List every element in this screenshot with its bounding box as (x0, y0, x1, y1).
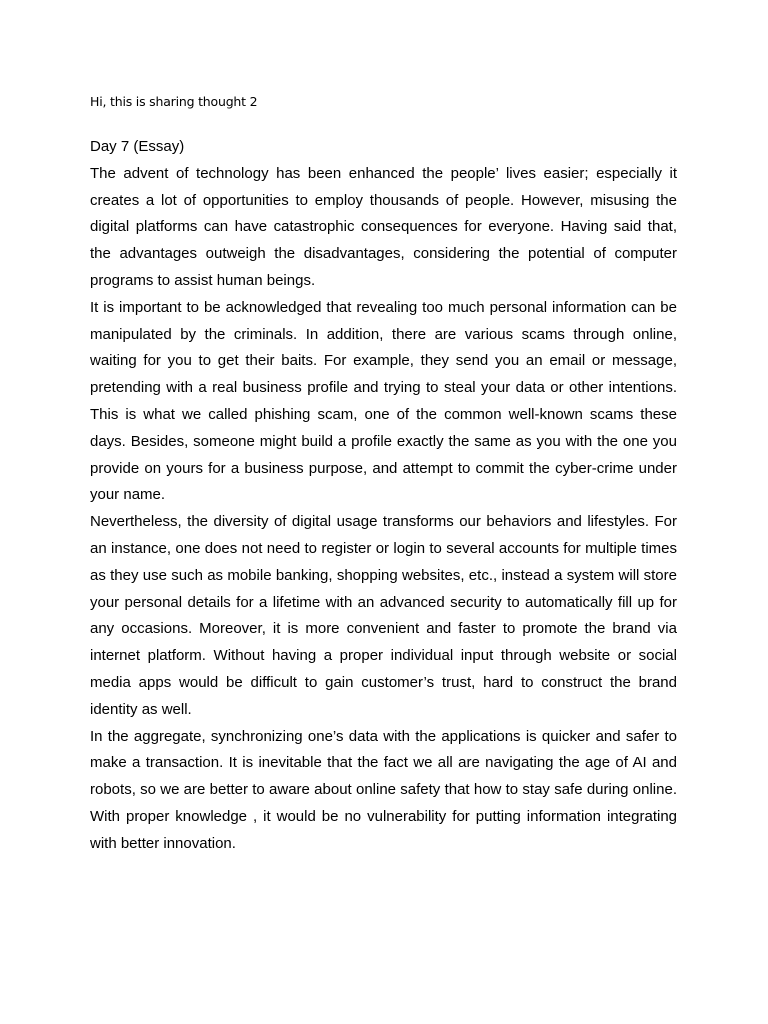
essay-paragraph-3: Nevertheless, the diversity of digital usage transforms our behaviors and lifestyles. For an instance, one does not need to register or login to several accounts for multiple times as they use such as mobile banking, shopping websites, etc., instead a system will store your personal details for a lifetime with an advanced security to automatically fill up for any occasions. Moreover, it is more convenient and faster to promote the brand via internet platform. Without having a proper individual input through website or social media apps would be difficult to gain customer’s trust, hard to construct the brand identity as well. (90, 513, 677, 718)
greeting-line: Hi, this is sharing thought 2 (90, 94, 258, 109)
essay-paragraph-2: It is important to be acknowledged that revealing too much personal information can be manipulated by the criminals. In addition, there are various scams through online, waiting for you to get their baits. For example, they send you an email or message, pretending with a real business profile and trying to steal your data or other intentions. This is what we called phishing scam, one of the common well-known scams these days. Besides, someone might build a profile exactly the same as you with the one you provide on yours for a business purpose, and attempt to commit the cyber-crime under your name. (90, 298, 677, 504)
essay-paragraph-1: The advent of technology has been enhanced the people’ lives easier; especially it creates a lot of opportunities to employ thousands of people. However, misusing the digital platforms can have catastrophic consequences for everyone. Having said that, the advantages outweigh the disadvantages, considering the potential of computer programs to assist human beings. (90, 164, 677, 289)
essay-body (90, 134, 677, 858)
essay-title: Day 7 (Essay) (90, 138, 185, 155)
essay-paragraph-4: In the aggregate, synchronizing one’s data with the applications is quicker and safer to make a transaction. It is inevitable that the fact we all are navigating the age of AI and robots, so we are better to aware about online safety that how to stay safe during online. With proper knowledge , it would be no vulnerability for putting information integrating with better innovation. (90, 727, 677, 852)
